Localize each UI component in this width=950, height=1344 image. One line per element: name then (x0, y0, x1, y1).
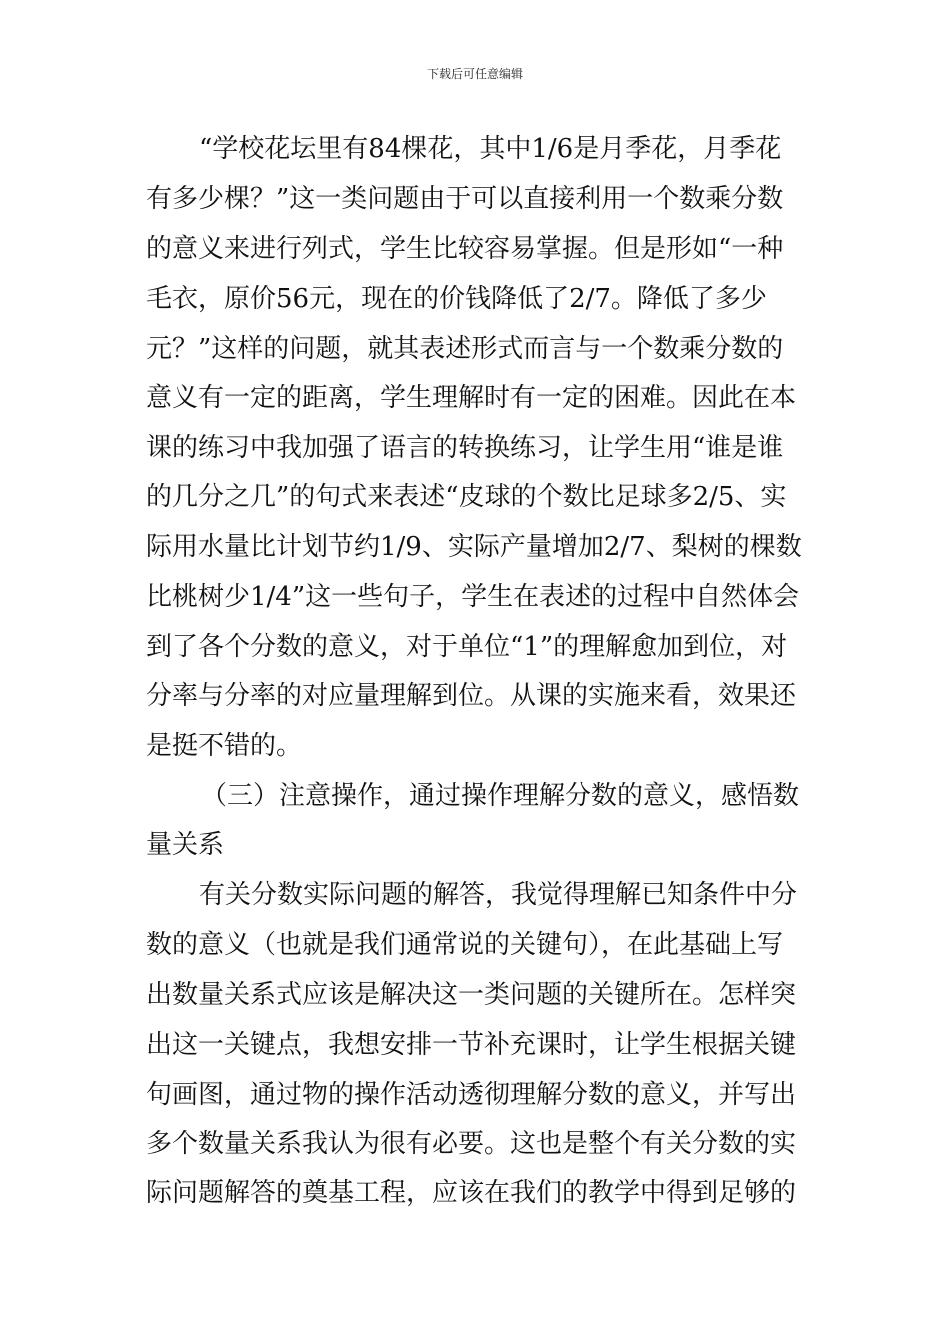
text-line: “学校花坛里有84棵花，其中1/6是月季花，月季花 (199, 134, 782, 164)
text-line: 意义有一定的距离，学生理解时有一定的困难。因此在本 (146, 383, 797, 413)
text-line: 出这一关键点，我想安排一节补充课时，让学生根据关键 (146, 1030, 797, 1060)
text-line: 毛衣，原价56元，现在的价钱降低了2/7。降低了多少 (146, 284, 767, 314)
text-line: 的意义来进行列式，学生比较容易掌握。但是形如“一种 (146, 234, 784, 264)
text-line: 多个数量关系我认为很有必要。这也是整个有关分数的实 (146, 1129, 797, 1159)
text-line: 是挺不错的。 (146, 731, 303, 761)
text-line: 到了各个分数的意义，对于单位“1”的理解愈加到位，对 (146, 632, 788, 662)
section-heading-continued: 量关系 (146, 830, 225, 860)
text-line: 数的意义（也就是我们通常说的关键句），在此基础上写 (146, 930, 784, 960)
text-line: 比桃树少1/4”这一些句子，学生在表述的过程中自然体会 (146, 582, 800, 612)
section-heading: （三）注意操作，通过操作理解分数的意义，感悟数 (201, 781, 800, 811)
text-line: 际用水量比计划节约1/9、实际产量增加2/7、梨树的棵数 (146, 532, 802, 562)
text-line: 有关分数实际问题的解答，我觉得理解已知条件中分 (199, 880, 798, 910)
text-line: 出数量关系式应该是解决这一类问题的关键所在。怎样突 (146, 980, 797, 1010)
text-line: 分率与分率的对应量理解到位。从课的实施来看，效果还 (146, 681, 797, 711)
page-header: 下载后可任意编辑 (426, 67, 523, 81)
text-line: 句画图，通过物的操作活动透彻理解分数的意义，并写出 (146, 1080, 797, 1110)
text-line: 元？”这样的问题，就其表述形式而言与一个数乘分数的 (146, 334, 784, 364)
text-line: 的几分之几”的句式来表述“皮球的个数比足球多2/5、实 (146, 482, 787, 512)
text-line: 有多少棵？”这一类问题由于可以直接利用一个数乘分数 (146, 184, 784, 214)
text-line: 际问题解答的奠基工程，应该在我们的教学中得到足够的 (146, 1178, 797, 1208)
text-line: 课的练习中我加强了语言的转换练习，让学生用“谁是谁 (146, 433, 784, 463)
